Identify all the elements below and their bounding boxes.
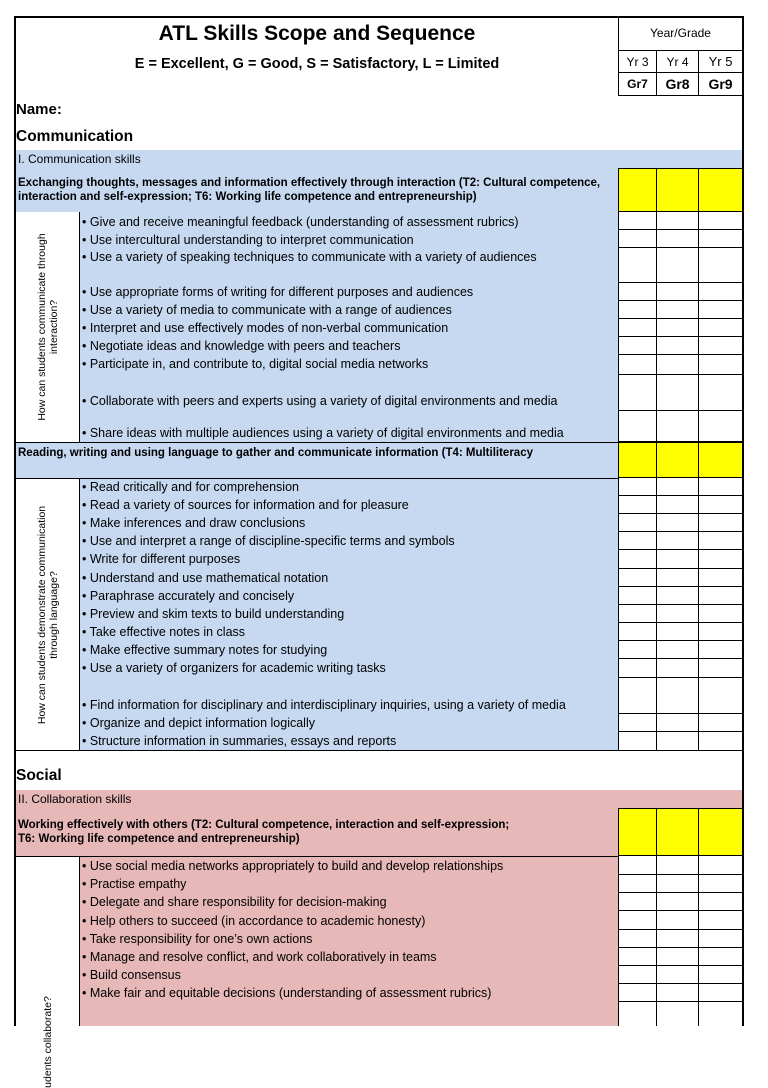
- rating-cell[interactable]: [698, 478, 742, 496]
- rating-cell[interactable]: [656, 337, 698, 355]
- rating-cell[interactable]: [656, 532, 698, 550]
- rating-cell[interactable]: [618, 714, 656, 732]
- student-name-label: Name:: [16, 101, 62, 118]
- items-interaction: [80, 212, 618, 442]
- skill-item: • Paraphrase accurately and concisely: [82, 589, 295, 603]
- section-heading-communication: Communication: [16, 128, 134, 145]
- group-header-line: Working effectively with others (T2: Cultural competence, interaction and self-expression;: [18, 819, 510, 831]
- rating-cell[interactable]: [698, 283, 742, 301]
- rating-cell[interactable]: [618, 478, 656, 496]
- rating-cell[interactable]: [698, 966, 742, 984]
- rating-cell[interactable]: [698, 605, 742, 623]
- yellow-grade-cell: [698, 808, 742, 856]
- section-heading-social: Social: [16, 767, 62, 784]
- rating-cell[interactable]: [618, 230, 656, 248]
- rating-cell[interactable]: [656, 678, 698, 714]
- skill-item: • Take responsibility for one’s own actions: [82, 932, 313, 946]
- rating-cell[interactable]: [656, 319, 698, 337]
- rating-cell[interactable]: [618, 1002, 656, 1026]
- rating-cell[interactable]: [698, 856, 742, 875]
- rating-cell[interactable]: [656, 911, 698, 930]
- rating-cell[interactable]: [698, 411, 742, 442]
- rating-cell[interactable]: [698, 1002, 742, 1026]
- skill-item: • Use a variety of speaking techniques to communicate with a variety of audiences: [82, 250, 537, 264]
- rating-cell[interactable]: [698, 550, 742, 569]
- subheading-collaboration-skills: II. Collaboration skills: [16, 790, 742, 808]
- rating-cell[interactable]: [618, 319, 656, 337]
- sheet-title: ATL Skills Scope and Sequence: [158, 22, 476, 45]
- year-label: Yr 5: [698, 51, 742, 73]
- rating-cell[interactable]: [656, 230, 698, 248]
- rating-cell[interactable]: [618, 212, 656, 230]
- rating-cell[interactable]: [618, 732, 656, 751]
- rating-cell[interactable]: [656, 283, 698, 301]
- rating-cell[interactable]: [656, 212, 698, 230]
- skill-item: • Find information for disciplinary and interdisciplinary inquiries, using a variety of media: [82, 698, 566, 712]
- rating-cell[interactable]: [656, 732, 698, 751]
- rating-cell[interactable]: [656, 893, 698, 911]
- yellow-grade-cell: [698, 442, 742, 478]
- skill-item: • Help others to succeed (in accordance to academic honesty): [82, 914, 426, 928]
- skill-item: • Collaborate with peers and experts using a variety of digital environments and media: [82, 394, 558, 408]
- yellow-grade-cell: [656, 442, 698, 478]
- rating-cell[interactable]: [656, 966, 698, 984]
- rating-cell[interactable]: [618, 283, 656, 301]
- year-label: Yr 3: [618, 51, 656, 73]
- rating-cell[interactable]: [656, 856, 698, 875]
- side-label-line: How can students demonstrate communication: [35, 505, 48, 724]
- rating-cell[interactable]: [698, 212, 742, 230]
- group-header-interaction: Exchanging thoughts, messages and information effectively through interaction (T2: Cultural competence, interaction and self-expression; T6: Working life competence and entrepreneurship): [16, 168, 618, 212]
- yellow-grade-cell: [656, 808, 698, 856]
- skill-item: • Use intercultural understanding to interpret communication: [82, 233, 414, 247]
- rating-cell[interactable]: [618, 623, 656, 641]
- rating-cell[interactable]: [618, 514, 656, 532]
- rating-cell[interactable]: [656, 550, 698, 569]
- rating-cell[interactable]: [698, 230, 742, 248]
- rating-cell[interactable]: [698, 248, 742, 283]
- skill-item: • Use a variety of organizers for academic writing tasks: [82, 661, 386, 675]
- rating-cell[interactable]: [656, 930, 698, 948]
- yellow-grade-cell: [656, 168, 698, 212]
- rating-cell[interactable]: [618, 605, 656, 623]
- skill-item: • Make fair and equitable decisions (understanding of assessment rubrics): [82, 986, 492, 1000]
- yellow-grade-cell: [618, 168, 656, 212]
- skill-item: • Manage and resolve conflict, and work collaboratively in teams: [82, 950, 437, 964]
- rating-cell[interactable]: [618, 875, 656, 893]
- skill-item: • Participate in, and contribute to, digital social media networks: [82, 357, 429, 371]
- items-language: [80, 478, 618, 751]
- rating-cell[interactable]: [698, 641, 742, 659]
- skill-item: • Use social media networks appropriately to build and develop relationships: [82, 859, 504, 873]
- rating-cell[interactable]: [656, 375, 698, 411]
- rating-cell[interactable]: [618, 375, 656, 411]
- rating-cell[interactable]: [618, 569, 656, 587]
- skill-item: • Structure information in summaries, essays and reports: [82, 734, 397, 748]
- rating-cell[interactable]: [618, 587, 656, 605]
- rating-cell[interactable]: [698, 319, 742, 337]
- rating-cell[interactable]: [618, 411, 656, 442]
- rating-cell[interactable]: [698, 984, 742, 1002]
- skill-item: • Take effective notes in class: [82, 625, 246, 639]
- rating-cell[interactable]: [698, 496, 742, 514]
- rating-cell[interactable]: [698, 911, 742, 930]
- grade-label: Gr7: [618, 73, 656, 96]
- yellow-grade-cell: [698, 168, 742, 212]
- rating-cell[interactable]: [698, 532, 742, 550]
- rating-cell[interactable]: [698, 301, 742, 319]
- skill-item: • Use and interpret a range of discipline-specific terms and symbols: [82, 534, 455, 548]
- skill-item: • Write for different purposes: [82, 552, 241, 566]
- rating-cell[interactable]: [618, 659, 656, 678]
- skill-item: • Interpret and use effectively modes of non-verbal communication: [82, 321, 449, 335]
- skill-item: • Use appropriate forms of writing for different purposes and audiences: [82, 285, 474, 299]
- skill-item: • Negotiate ideas and knowledge with peers and teachers: [82, 339, 401, 353]
- skill-item: • Make inferences and draw conclusions: [82, 516, 306, 530]
- rating-cell[interactable]: [698, 375, 742, 411]
- skill-item: • Read critically and for comprehension: [82, 480, 299, 494]
- rating-cell[interactable]: [656, 248, 698, 283]
- rating-cell[interactable]: [656, 496, 698, 514]
- rating-cell[interactable]: [656, 659, 698, 678]
- rating-cell[interactable]: [656, 948, 698, 966]
- rating-cell[interactable]: [698, 714, 742, 732]
- skill-item: • Give and receive meaningful feedback (understanding of assessment rubrics): [82, 215, 519, 229]
- rating-cell[interactable]: [618, 301, 656, 319]
- group-header-language: Reading, writing and using language to gather and communicate information (T4: Multiliteracy: [16, 442, 618, 478]
- side-label-line: interaction?: [47, 299, 60, 355]
- year-label: Yr 4: [656, 51, 698, 73]
- rating-cell[interactable]: [618, 984, 656, 1002]
- rating-cell[interactable]: [698, 569, 742, 587]
- rating-cell[interactable]: [656, 569, 698, 587]
- rating-cell[interactable]: [656, 605, 698, 623]
- skill-item: • Organize and depict information logically: [82, 716, 315, 730]
- rating-cell[interactable]: [656, 478, 698, 496]
- rating-cell[interactable]: [698, 732, 742, 751]
- rating-cell[interactable]: [656, 641, 698, 659]
- side-label-line: through language?: [47, 570, 60, 659]
- rating-legend: E = Excellent, G = Good, S = Satisfactory, L = Limited: [134, 56, 500, 72]
- rating-cell[interactable]: [656, 1002, 698, 1026]
- yellow-grade-cell: [618, 808, 656, 856]
- rating-cell[interactable]: [698, 514, 742, 532]
- subheading-communication-skills: I. Communication skills: [16, 150, 742, 168]
- side-label-language: [16, 478, 80, 751]
- grade-label: Gr8: [656, 73, 698, 96]
- rating-cell[interactable]: [618, 550, 656, 569]
- rating-cell[interactable]: [698, 678, 742, 714]
- rating-cell[interactable]: [618, 911, 656, 930]
- year-grade-label: Year/Grade: [618, 18, 742, 51]
- rating-cell[interactable]: [656, 623, 698, 641]
- rating-cell[interactable]: [618, 248, 656, 283]
- rating-cell[interactable]: [698, 623, 742, 641]
- rating-cell[interactable]: [698, 355, 742, 375]
- rating-cell[interactable]: [698, 587, 742, 605]
- rating-cell[interactable]: [656, 411, 698, 442]
- skill-item: • Build consensus: [82, 968, 181, 982]
- side-label-collaboration: [16, 856, 80, 1088]
- side-label-line: How can students communicate through: [35, 233, 48, 421]
- rating-cell[interactable]: [618, 678, 656, 714]
- rating-cell[interactable]: [618, 856, 656, 875]
- rating-cell[interactable]: [698, 337, 742, 355]
- rating-cell[interactable]: [656, 875, 698, 893]
- rating-cell[interactable]: [656, 587, 698, 605]
- skill-item: • Practise empathy: [82, 877, 187, 891]
- rating-cell[interactable]: [698, 948, 742, 966]
- skill-item: • Share ideas with multiple audiences using a variety of digital environments and media: [82, 426, 564, 440]
- year-grade-header: [618, 18, 742, 96]
- rating-cell[interactable]: [618, 893, 656, 911]
- rating-cell[interactable]: [656, 355, 698, 375]
- skill-item: • Preview and skim texts to build understanding: [82, 607, 345, 621]
- rating-cell[interactable]: [618, 337, 656, 355]
- rating-cell[interactable]: [656, 714, 698, 732]
- rating-cell[interactable]: [656, 514, 698, 532]
- skill-item: • Read a variety of sources for information and for pleasure: [82, 498, 409, 512]
- group-header-collaboration: [16, 808, 618, 856]
- side-label-interaction: [16, 212, 80, 442]
- yellow-grade-cell: [618, 442, 656, 478]
- rating-cell[interactable]: [698, 875, 742, 893]
- scope-sequence-sheet: [14, 16, 744, 1088]
- rating-cell[interactable]: [656, 301, 698, 319]
- rating-cell[interactable]: [618, 641, 656, 659]
- rating-cell[interactable]: [618, 948, 656, 966]
- rating-cell[interactable]: [698, 893, 742, 911]
- skill-item: • Use a variety of media to communicate with a range of audiences: [82, 303, 452, 317]
- rating-cell[interactable]: [618, 930, 656, 948]
- rating-cell[interactable]: [656, 984, 698, 1002]
- grade-label: Gr9: [698, 73, 742, 96]
- group-header-line: T6: Working life competence and entrepreneurship): [18, 833, 300, 845]
- rating-cell[interactable]: [618, 355, 656, 375]
- rating-cell[interactable]: [618, 966, 656, 984]
- skill-item: • Understand and use mathematical notation: [82, 571, 329, 585]
- skill-item: • Make effective summary notes for studying: [82, 643, 328, 657]
- rating-cell[interactable]: [698, 930, 742, 948]
- items-collaboration: [80, 856, 618, 1026]
- rating-cell[interactable]: [698, 659, 742, 678]
- side-label-line: udents collaborate?: [41, 996, 54, 1088]
- skill-item: • Delegate and share responsibility for decision-making: [82, 895, 387, 909]
- rating-cell[interactable]: [618, 532, 656, 550]
- rating-cell[interactable]: [618, 496, 656, 514]
